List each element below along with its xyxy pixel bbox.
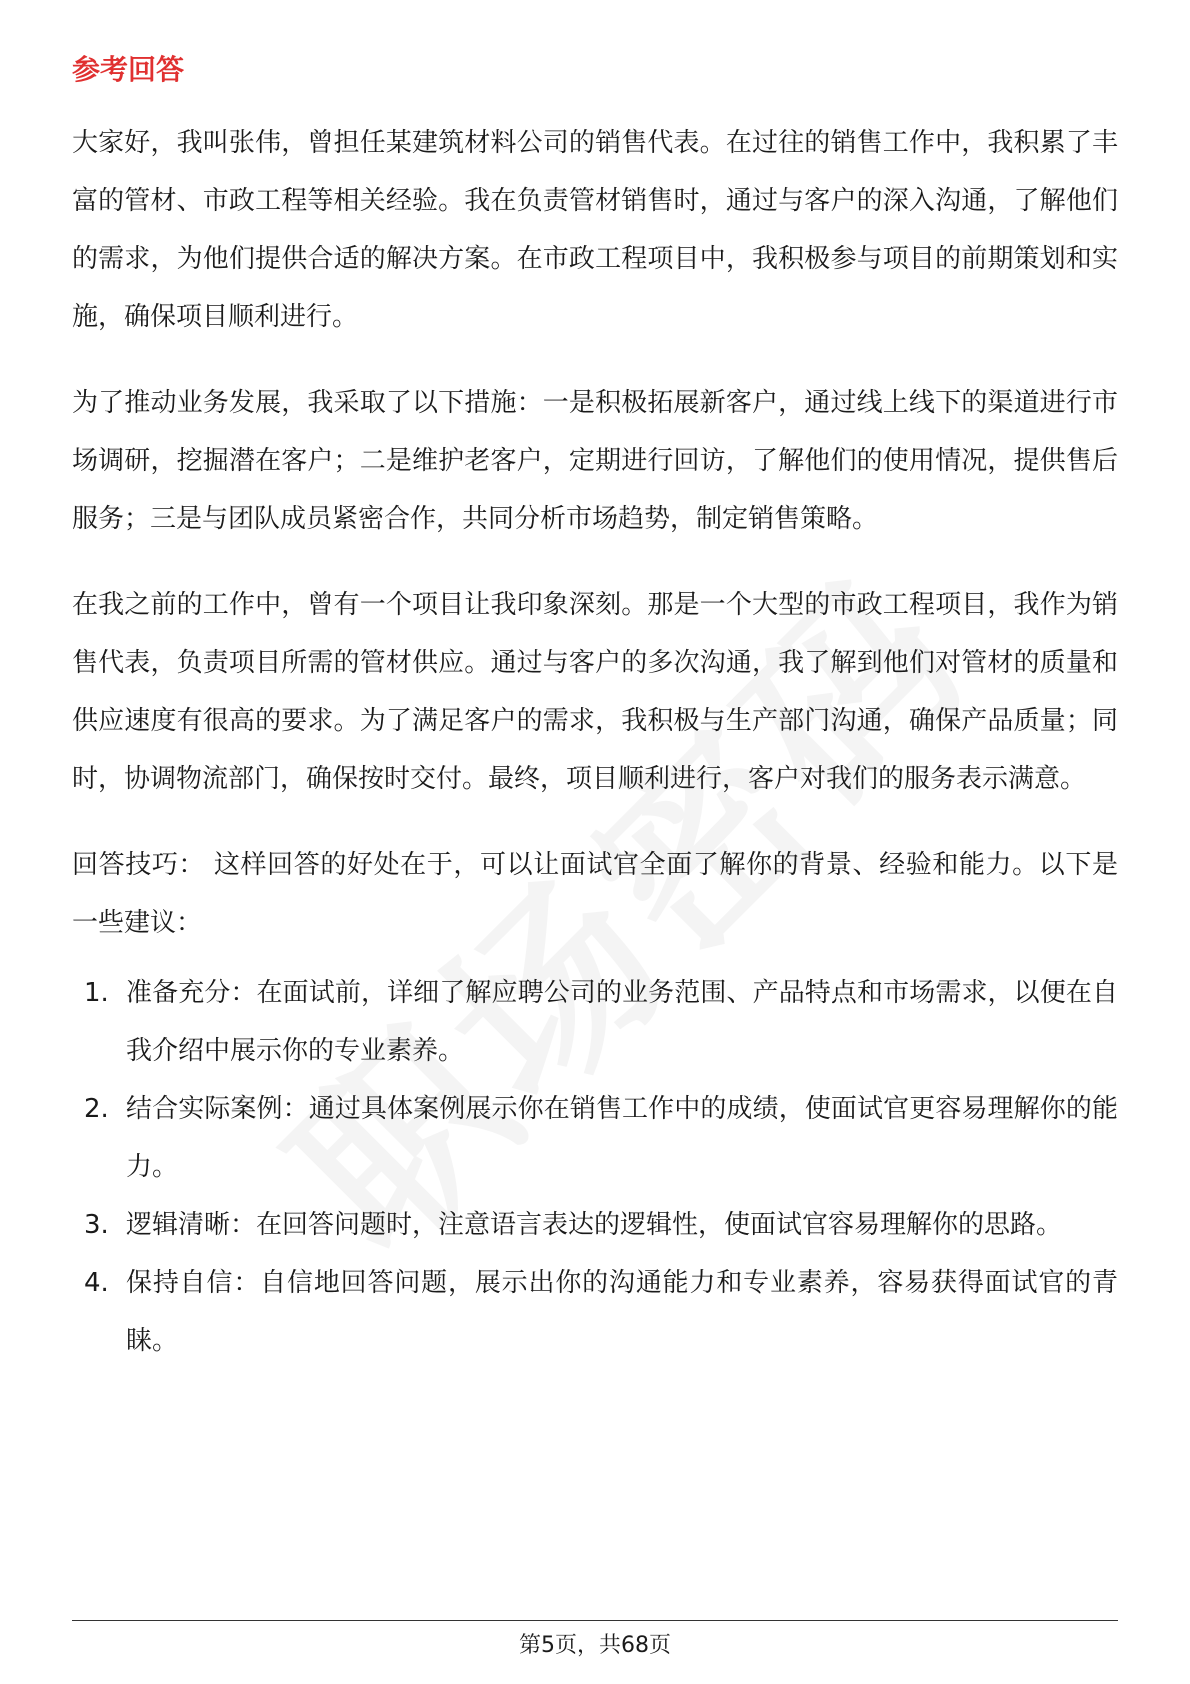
list-item-number: 1.: [84, 978, 109, 1008]
tips-list: [72, 964, 1118, 1370]
list-item: [72, 1254, 1118, 1370]
list-item: [72, 1196, 1118, 1254]
list-item-text: 保持自信：自信地回答问题，展示出你的沟通能力和专业素养，容易获得面试官的青睐。: [126, 1268, 1118, 1356]
paragraph-intro: 大家好，我叫张伟，曾担任某建筑材料公司的销售代表。在过往的销售工作中，我积累了丰富的管材、市政工程等相关经验。我在负责管材销售时，通过与客户的深入沟通，了解他们的需求，为他们提供合适的解决方案。在市政工程项目中，我积极参与项目的前期策划和实施，确保项目顺利进行。: [72, 128, 1118, 332]
list-item-number: 3.: [84, 1210, 109, 1240]
list-item-number: 2.: [84, 1094, 109, 1124]
list-item-text: 准备充分：在面试前，详细了解应聘公司的业务范围、产品特点和市场需求，以便在自我介绍中展示你的专业素养。: [126, 978, 1118, 1066]
list-item: [72, 964, 1118, 1080]
paragraph-project: 在我之前的工作中，曾有一个项目让我印象深刻。那是一个大型的市政工程项目，我作为销售代表，负责项目所需的管材供应。通过与客户的多次沟通，我了解到他们对管材的质量和供应速度有很高的要求。为了满足客户的需求，我积极与生产部门沟通，确保产品质量；同时，协调物流部门，确保按时交付。最终，项目顺利进行，客户对我们的服务表示满意。: [72, 590, 1118, 794]
answer-content: [72, 114, 1118, 1370]
footer-divider: [72, 1620, 1118, 1621]
list-item-number: 4.: [84, 1268, 109, 1298]
list-item: [72, 1080, 1118, 1196]
paragraph-tips-intro: 回答技巧： 这样回答的好处在于，可以让面试官全面了解你的背景、经验和能力。以下是一些建议：: [72, 850, 1118, 938]
page-number: 第5页，共68页: [519, 1633, 671, 1658]
section-title: 参考回答: [72, 53, 185, 86]
list-item-text: 逻辑清晰：在回答问题时，注意语言表达的逻辑性，使面试官容易理解你的思路。: [126, 1210, 1063, 1240]
paragraph-measures: 为了推动业务发展，我采取了以下措施：一是积极拓展新客户，通过线上线下的渠道进行市场调研，挖掘潜在客户；二是维护老客户，定期进行回访，了解他们的使用情况，提供售后服务；三是与团队成员紧密合作，共同分析市场趋势，制定销售策略。: [72, 388, 1118, 534]
list-item-text: 结合实际案例：通过具体案例展示你在销售工作中的成绩，使面试官更容易理解你的能力。: [126, 1094, 1118, 1182]
